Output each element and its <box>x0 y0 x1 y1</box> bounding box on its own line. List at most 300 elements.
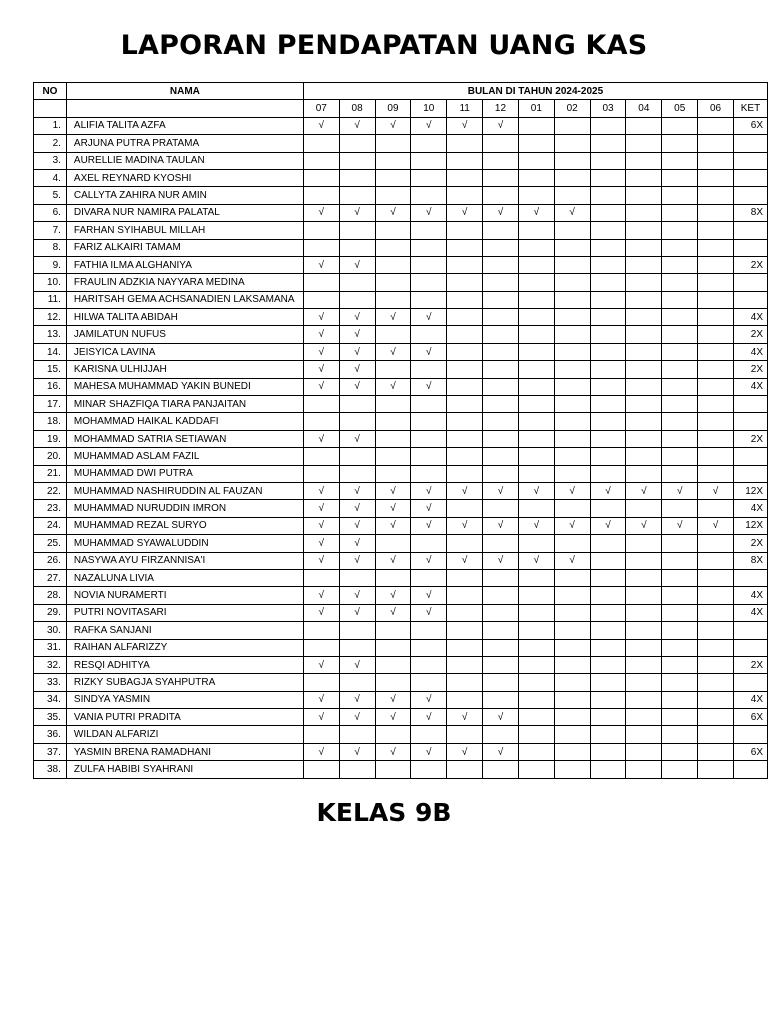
table-row <box>34 674 768 691</box>
payment-cell-10 <box>411 291 447 308</box>
payment-cell-08 <box>339 639 375 656</box>
row-number: 7. <box>34 222 67 239</box>
row-number: 17. <box>34 396 67 413</box>
table-body <box>34 117 768 778</box>
payment-cell-08: √ <box>339 430 375 447</box>
payment-cell-11 <box>447 656 483 673</box>
payment-cell-09: √ <box>375 343 411 360</box>
payment-cell-09 <box>375 674 411 691</box>
payment-cell-10: √ <box>411 378 447 395</box>
payment-cell-12 <box>483 256 519 273</box>
payment-cell-07: √ <box>303 378 339 395</box>
payment-count: 4X <box>733 309 767 326</box>
payment-cell-04 <box>626 396 662 413</box>
payment-cell-06 <box>698 326 734 343</box>
table-row <box>34 743 768 760</box>
payment-cell-09: √ <box>375 117 411 134</box>
table-row <box>34 761 768 778</box>
payment-cell-07: √ <box>303 361 339 378</box>
payment-cell-02 <box>554 587 590 604</box>
payment-cell-03: √ <box>590 517 626 534</box>
payment-cell-12 <box>483 587 519 604</box>
payment-cell-12 <box>483 309 519 326</box>
payment-cell-01: √ <box>518 482 554 499</box>
payment-cell-03 <box>590 500 626 517</box>
payment-cell-02 <box>554 274 590 291</box>
payment-cell-08 <box>339 448 375 465</box>
row-number: 25. <box>34 535 67 552</box>
table-row <box>34 169 768 186</box>
payment-cell-01 <box>518 709 554 726</box>
student-name: AURELLIE MADINA TAULAN <box>66 152 303 169</box>
student-name: MUHAMMAD REZAL SURYO <box>66 517 303 534</box>
payment-cell-12 <box>483 604 519 621</box>
payment-cell-10: √ <box>411 604 447 621</box>
payment-cell-12 <box>483 187 519 204</box>
payment-cell-08: √ <box>339 204 375 221</box>
row-number: 15. <box>34 361 67 378</box>
payment-cell-08: √ <box>339 743 375 760</box>
payment-cell-07 <box>303 413 339 430</box>
payment-cell-01 <box>518 622 554 639</box>
payment-cell-11 <box>447 587 483 604</box>
payment-cell-04 <box>626 361 662 378</box>
payment-cell-04 <box>626 274 662 291</box>
payment-cell-08: √ <box>339 256 375 273</box>
payment-cell-04 <box>626 674 662 691</box>
payment-cell-06 <box>698 378 734 395</box>
payment-cell-11 <box>447 622 483 639</box>
payment-cell-11 <box>447 726 483 743</box>
table-row <box>34 587 768 604</box>
payment-cell-01 <box>518 743 554 760</box>
payment-cell-01 <box>518 761 554 778</box>
payment-cell-04: √ <box>626 482 662 499</box>
payment-cell-10: √ <box>411 204 447 221</box>
payment-count: 12X <box>733 482 767 499</box>
payment-cell-12 <box>483 465 519 482</box>
month-header-12: 12 <box>483 100 519 117</box>
table-row <box>34 291 768 308</box>
payment-cell-02 <box>554 413 590 430</box>
payment-cell-04 <box>626 135 662 152</box>
payment-cell-05 <box>662 604 698 621</box>
payment-cell-09 <box>375 396 411 413</box>
payment-count <box>733 152 767 169</box>
payment-cell-02 <box>554 222 590 239</box>
payment-cell-10 <box>411 465 447 482</box>
payment-cell-08 <box>339 413 375 430</box>
payment-cell-06 <box>698 639 734 656</box>
student-name: ALIFIA TALITA AZFA <box>66 117 303 134</box>
payment-count: 4X <box>733 587 767 604</box>
payment-cell-03 <box>590 309 626 326</box>
payment-count <box>733 726 767 743</box>
payment-cell-08 <box>339 465 375 482</box>
student-name: RIZKY SUBAGJA SYAHPUTRA <box>66 674 303 691</box>
payment-cell-10: √ <box>411 117 447 134</box>
student-name: MOHAMMAD HAIKAL KADDAFI <box>66 413 303 430</box>
payment-cell-10: √ <box>411 343 447 360</box>
payment-cell-07: √ <box>303 309 339 326</box>
payment-cell-06 <box>698 430 734 447</box>
student-name: RAIHAN ALFARIZZY <box>66 639 303 656</box>
month-header-09: 09 <box>375 100 411 117</box>
row-number: 8. <box>34 239 67 256</box>
payment-cell-06 <box>698 256 734 273</box>
row-number: 14. <box>34 343 67 360</box>
payment-cell-05 <box>662 622 698 639</box>
payment-cell-12 <box>483 396 519 413</box>
table-row <box>34 604 768 621</box>
payment-cell-06 <box>698 239 734 256</box>
payment-cell-05: √ <box>662 517 698 534</box>
payment-cell-04 <box>626 343 662 360</box>
student-name: FARIZ ALKAIRI TAMAM <box>66 239 303 256</box>
payment-cell-01 <box>518 604 554 621</box>
payment-cell-06 <box>698 309 734 326</box>
payment-cell-10 <box>411 187 447 204</box>
payment-cell-10: √ <box>411 709 447 726</box>
payment-cell-07 <box>303 222 339 239</box>
payment-cell-11 <box>447 413 483 430</box>
payment-cell-10 <box>411 569 447 586</box>
table-row <box>34 117 768 134</box>
payment-count <box>733 239 767 256</box>
payment-cell-11 <box>447 465 483 482</box>
payment-cell-08: √ <box>339 587 375 604</box>
table-row <box>34 448 768 465</box>
student-name: NASYWA AYU FIRZANNISA'I <box>66 552 303 569</box>
payment-cell-09: √ <box>375 309 411 326</box>
payment-cell-12: √ <box>483 743 519 760</box>
payment-cell-03 <box>590 604 626 621</box>
payment-cell-03 <box>590 674 626 691</box>
payment-cell-06 <box>698 622 734 639</box>
row-number: 13. <box>34 326 67 343</box>
payment-cell-10 <box>411 152 447 169</box>
month-header-07: 07 <box>303 100 339 117</box>
payment-cell-07 <box>303 396 339 413</box>
payment-cell-06 <box>698 743 734 760</box>
payment-cell-02 <box>554 361 590 378</box>
payment-cell-07 <box>303 187 339 204</box>
payment-cell-04 <box>626 500 662 517</box>
payment-cell-12: √ <box>483 517 519 534</box>
payment-cell-07 <box>303 291 339 308</box>
payment-cell-02 <box>554 622 590 639</box>
payment-cell-11 <box>447 256 483 273</box>
payment-cell-02 <box>554 639 590 656</box>
row-number: 38. <box>34 761 67 778</box>
payment-cell-08 <box>339 622 375 639</box>
payment-cell-05 <box>662 152 698 169</box>
table-row <box>34 726 768 743</box>
payment-cell-11: √ <box>447 743 483 760</box>
payment-count <box>733 569 767 586</box>
payment-cell-02: √ <box>554 552 590 569</box>
payment-cell-01 <box>518 396 554 413</box>
table-row <box>34 309 768 326</box>
payment-cell-10 <box>411 448 447 465</box>
payment-cell-09 <box>375 622 411 639</box>
payment-cell-04 <box>626 430 662 447</box>
payment-cell-10 <box>411 326 447 343</box>
payment-cell-06 <box>698 396 734 413</box>
payment-cell-02 <box>554 309 590 326</box>
payment-cell-06 <box>698 448 734 465</box>
payment-cell-06 <box>698 187 734 204</box>
payment-cell-10 <box>411 135 447 152</box>
payment-cell-08 <box>339 169 375 186</box>
payment-cell-01 <box>518 500 554 517</box>
month-header-01: 01 <box>518 100 554 117</box>
payment-cell-08 <box>339 726 375 743</box>
payment-cell-04 <box>626 239 662 256</box>
student-name: FARHAN SYIHABUL MILLAH <box>66 222 303 239</box>
row-number: 29. <box>34 604 67 621</box>
payment-cell-11 <box>447 152 483 169</box>
payment-cell-08 <box>339 274 375 291</box>
header-no: NO <box>34 83 67 100</box>
student-name: MUHAMMAD DWI PUTRA <box>66 465 303 482</box>
payment-cell-03 <box>590 135 626 152</box>
payment-cell-03 <box>590 709 626 726</box>
payment-cell-06 <box>698 169 734 186</box>
payment-cell-03 <box>590 361 626 378</box>
month-header-11: 11 <box>447 100 483 117</box>
payment-cell-08 <box>339 674 375 691</box>
payment-cell-01 <box>518 465 554 482</box>
payment-cell-11 <box>447 639 483 656</box>
student-name: MAHESA MUHAMMAD YAKIN BUNEDI <box>66 378 303 395</box>
payment-cell-12 <box>483 274 519 291</box>
payment-count: 6X <box>733 709 767 726</box>
payment-cell-06: √ <box>698 482 734 499</box>
payment-cell-10 <box>411 169 447 186</box>
payment-cell-05 <box>662 691 698 708</box>
payment-cell-12: √ <box>483 117 519 134</box>
payment-cell-11 <box>447 500 483 517</box>
payment-cell-02 <box>554 465 590 482</box>
payment-cell-01 <box>518 430 554 447</box>
payment-cell-03 <box>590 639 626 656</box>
payment-count: 4X <box>733 691 767 708</box>
payment-cell-11 <box>447 187 483 204</box>
row-number: 21. <box>34 465 67 482</box>
payment-cell-12 <box>483 448 519 465</box>
payment-cell-07: √ <box>303 204 339 221</box>
payment-cell-08 <box>339 187 375 204</box>
header-no-spacer <box>34 100 67 117</box>
table-row <box>34 361 768 378</box>
payment-cell-02 <box>554 187 590 204</box>
student-name: FATHIA ILMA ALGHANIYA <box>66 256 303 273</box>
payment-cell-07 <box>303 169 339 186</box>
payment-cell-08 <box>339 569 375 586</box>
row-number: 18. <box>34 413 67 430</box>
payment-cell-10 <box>411 239 447 256</box>
payment-cell-05 <box>662 343 698 360</box>
payment-cell-02 <box>554 656 590 673</box>
payment-cell-05 <box>662 378 698 395</box>
payment-cell-11 <box>447 135 483 152</box>
payment-cell-02 <box>554 604 590 621</box>
payment-cell-02: √ <box>554 517 590 534</box>
payment-cell-01 <box>518 169 554 186</box>
payment-cell-09: √ <box>375 482 411 499</box>
payment-cell-05 <box>662 361 698 378</box>
payment-cell-03 <box>590 222 626 239</box>
payment-cell-10 <box>411 535 447 552</box>
payment-cell-07 <box>303 152 339 169</box>
payment-cell-09 <box>375 256 411 273</box>
payment-cell-05 <box>662 709 698 726</box>
row-number: 16. <box>34 378 67 395</box>
payment-cell-06 <box>698 656 734 673</box>
row-number: 36. <box>34 726 67 743</box>
payment-cell-01: √ <box>518 552 554 569</box>
payment-cell-11 <box>447 378 483 395</box>
month-header-02: 02 <box>554 100 590 117</box>
payment-cell-10: √ <box>411 552 447 569</box>
student-name: MUHAMMAD SYAWALUDDIN <box>66 535 303 552</box>
payment-cell-09 <box>375 361 411 378</box>
payment-cell-02 <box>554 291 590 308</box>
payment-cell-05 <box>662 500 698 517</box>
payment-cell-10 <box>411 761 447 778</box>
payment-cell-09 <box>375 291 411 308</box>
payment-cell-09 <box>375 222 411 239</box>
payment-cell-06 <box>698 291 734 308</box>
payment-cell-01 <box>518 343 554 360</box>
payment-cell-10 <box>411 674 447 691</box>
payment-cell-08 <box>339 291 375 308</box>
payment-cell-05 <box>662 309 698 326</box>
payment-cell-01 <box>518 256 554 273</box>
payment-cell-06 <box>698 535 734 552</box>
row-number: 2. <box>34 135 67 152</box>
payment-cell-04 <box>626 587 662 604</box>
payment-cell-09 <box>375 413 411 430</box>
payment-cell-12 <box>483 656 519 673</box>
payment-cell-04 <box>626 378 662 395</box>
row-number: 12. <box>34 309 67 326</box>
payment-cell-12 <box>483 239 519 256</box>
payment-cell-02 <box>554 691 590 708</box>
student-name: ZULFA HABIBI SYAHRANI <box>66 761 303 778</box>
payment-cell-05 <box>662 430 698 447</box>
payment-cell-04 <box>626 169 662 186</box>
payment-cell-05 <box>662 256 698 273</box>
payment-cell-12: √ <box>483 552 519 569</box>
payment-cell-03 <box>590 448 626 465</box>
payment-cell-08 <box>339 152 375 169</box>
payment-cell-05 <box>662 274 698 291</box>
payment-cell-05: √ <box>662 482 698 499</box>
payment-count <box>733 274 767 291</box>
payment-cell-01 <box>518 309 554 326</box>
payment-cell-01 <box>518 674 554 691</box>
row-number: 31. <box>34 639 67 656</box>
payment-count <box>733 291 767 308</box>
row-number: 32. <box>34 656 67 673</box>
payment-count: 4X <box>733 378 767 395</box>
payment-cell-03 <box>590 465 626 482</box>
payment-cell-01 <box>518 726 554 743</box>
payment-cell-01 <box>518 326 554 343</box>
payment-cell-05 <box>662 291 698 308</box>
payment-cell-04 <box>626 535 662 552</box>
payment-cell-05 <box>662 743 698 760</box>
payment-cell-05 <box>662 639 698 656</box>
payment-cell-11 <box>447 761 483 778</box>
payment-cell-09 <box>375 187 411 204</box>
payment-cell-08: √ <box>339 552 375 569</box>
payment-cell-11 <box>447 691 483 708</box>
payment-cell-11 <box>447 674 483 691</box>
payment-cell-09 <box>375 535 411 552</box>
payment-cell-04 <box>626 204 662 221</box>
table-row <box>34 187 768 204</box>
payment-cell-11 <box>447 291 483 308</box>
payment-cell-12 <box>483 535 519 552</box>
row-number: 11. <box>34 291 67 308</box>
payment-cell-04 <box>626 691 662 708</box>
table-row <box>34 430 768 447</box>
payment-cell-06 <box>698 152 734 169</box>
payment-count: 2X <box>733 656 767 673</box>
payment-cell-10: √ <box>411 500 447 517</box>
payment-cell-01 <box>518 274 554 291</box>
payment-count <box>733 761 767 778</box>
payment-cell-12: √ <box>483 709 519 726</box>
payment-cell-12 <box>483 361 519 378</box>
payment-cell-02 <box>554 239 590 256</box>
row-number: 10. <box>34 274 67 291</box>
payment-cell-11 <box>447 239 483 256</box>
row-number: 37. <box>34 743 67 760</box>
payment-cell-12 <box>483 291 519 308</box>
row-number: 9. <box>34 256 67 273</box>
payment-cell-02 <box>554 709 590 726</box>
payment-cell-04 <box>626 448 662 465</box>
payment-cell-10 <box>411 430 447 447</box>
payment-cell-05 <box>662 135 698 152</box>
payment-cell-10: √ <box>411 691 447 708</box>
payment-cell-05 <box>662 465 698 482</box>
payment-cell-07 <box>303 239 339 256</box>
payment-cell-05 <box>662 326 698 343</box>
payment-cell-09 <box>375 135 411 152</box>
payment-count <box>733 465 767 482</box>
payment-cell-01 <box>518 152 554 169</box>
payment-cell-07 <box>303 274 339 291</box>
payment-cell-02 <box>554 674 590 691</box>
payment-cell-06 <box>698 761 734 778</box>
payment-cell-04 <box>626 604 662 621</box>
payment-cell-06 <box>698 135 734 152</box>
payment-cell-12 <box>483 135 519 152</box>
payment-cell-02 <box>554 135 590 152</box>
payment-cell-03 <box>590 117 626 134</box>
payment-cell-10: √ <box>411 517 447 534</box>
student-name: MUHAMMAD NASHIRUDDIN AL FAUZAN <box>66 482 303 499</box>
payment-cell-05 <box>662 552 698 569</box>
payment-count: 4X <box>733 604 767 621</box>
payment-count: 6X <box>733 743 767 760</box>
payment-count: 2X <box>733 326 767 343</box>
